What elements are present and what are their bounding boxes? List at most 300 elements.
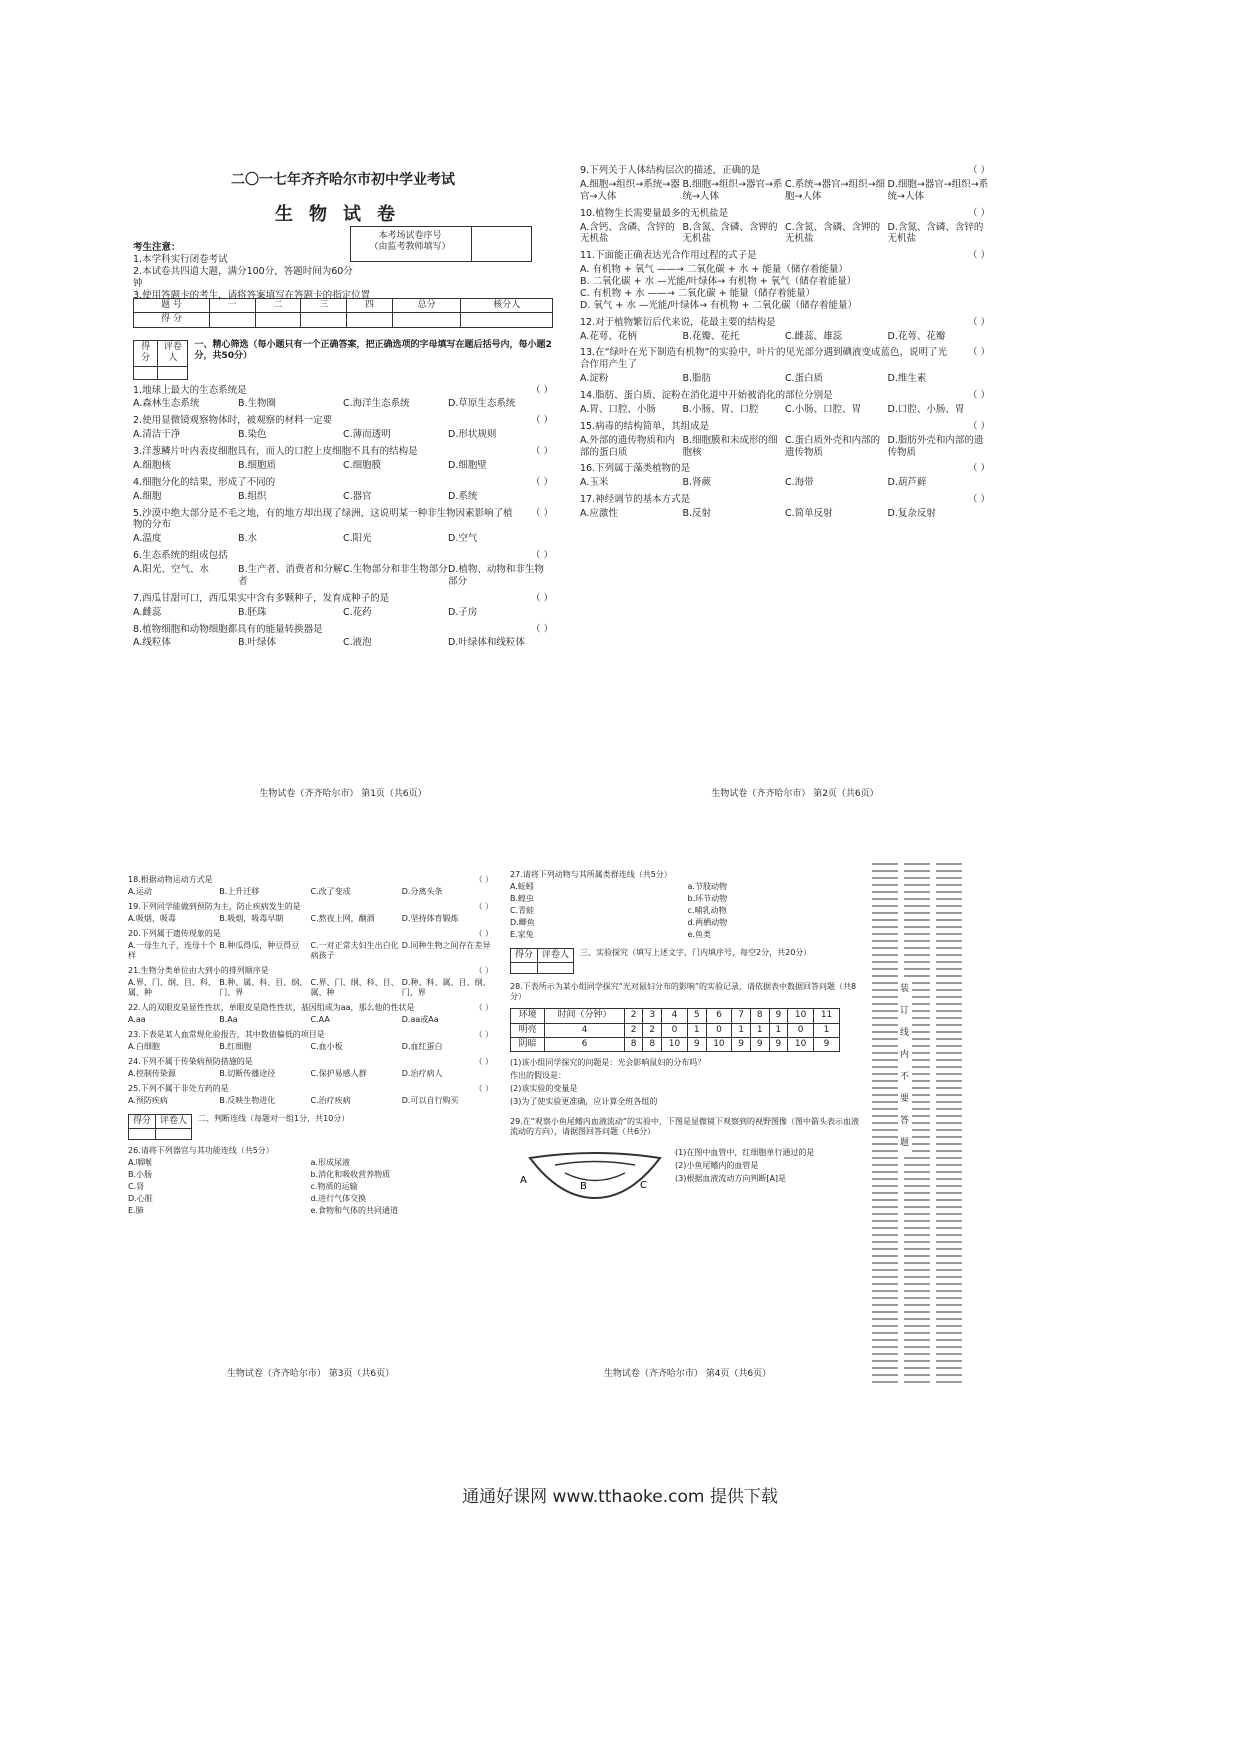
answer-option: A.阳光、空气、水 (133, 564, 209, 575)
sub-question: (1)该小组同学探究的问题是：光会影响鼠妇的分布吗？ (510, 1058, 706, 1067)
sub-question: (3)为了使实验更准确，应计算全班各组的 (510, 1097, 658, 1106)
section-3 (510, 948, 865, 974)
q26-stem: 26.请将下列器官与其功能连线（共5分） (128, 1146, 274, 1156)
table-cell: 4 (545, 1023, 625, 1037)
notice-item: 1.本学科实行闭卷考试 (133, 253, 228, 265)
table-cell: 10 (706, 1037, 732, 1051)
page-4-footer: 生物试卷（齐齐哈尔市） 第4页（共6页） (603, 1368, 772, 1379)
question (128, 1030, 493, 1052)
match-left-item: B.蝗虫 (510, 894, 535, 903)
answer-option: A.温度 (133, 533, 162, 545)
diagram-label-c: C (640, 1180, 647, 1191)
answer-option: D.口腔、小肠、胃 (887, 403, 965, 415)
question (128, 1084, 493, 1106)
score-cell (209, 313, 255, 327)
answer-option: A.胃、口腔、小肠 (580, 403, 656, 415)
answer-option: D.系统 (448, 490, 478, 502)
exam-title: 二〇一七年齐齐哈尔市初中学业考试 (231, 172, 455, 188)
question (133, 550, 553, 588)
table-header-cell: 5 (687, 1009, 706, 1023)
table-header-cell: 7 (732, 1009, 751, 1023)
answer-option: D.治疗病人 (401, 1069, 443, 1078)
answer-option: A.一母生九子，连母十个样 (128, 941, 216, 960)
answer-option: C.小肠、口腔、胃 (785, 403, 862, 415)
score-label: 得 分 (134, 313, 210, 327)
answer-option: B.花瓣、花托 (682, 330, 740, 342)
matching-row (128, 1194, 493, 1204)
grader-label: 评卷人 (156, 1115, 192, 1129)
match-right-item: b.消化和吸收营养物质 (310, 1170, 391, 1180)
question-stem: 16.下列属于藻类植物的是 (580, 463, 691, 475)
grader-label: 得分 (129, 1115, 156, 1129)
matching-row (510, 930, 865, 940)
table-header-cell: 2 (624, 1009, 643, 1023)
answer-bracket: （ ） (474, 966, 493, 975)
page-2-footer: 生物试卷（齐齐哈尔市） 第2页（共6页） (711, 788, 879, 799)
table-header-cell: 3 (643, 1009, 662, 1023)
grader-box (133, 340, 188, 380)
question (580, 463, 990, 489)
seat-number-label: 本考场试卷序号 （由监考教师填写） (369, 231, 451, 253)
question (133, 415, 553, 441)
answer-option: D.叶绿体和线粒体 (448, 637, 525, 649)
answer-option: D.花萼、花瓣 (887, 330, 946, 342)
answer-option: C.蛋白质 (785, 373, 824, 385)
match-left-item: C.青蛙 (510, 906, 535, 915)
question (580, 421, 990, 459)
answer-bracket: （ ） (967, 347, 990, 359)
binding-line-text: 装订线内不要答题 (900, 978, 912, 1154)
match-left-item: E.家兔 (510, 930, 534, 939)
answer-option: C.系统→器官→组织→细胞→人体 (785, 178, 886, 202)
question-stem: 21.生物分类单位由大到小的排列顺序是 (128, 966, 269, 975)
exam-page-4 (510, 870, 865, 1380)
answer-option: D.复杂反射 (887, 508, 936, 519)
answer-option: D.维生素 (887, 373, 927, 385)
answer-option: B.Aa (219, 1015, 238, 1024)
q28-stem: 28.下表所示为某小组同学探究“光对鼠妇分布的影响”的实验记录，请依据表中数据回答问题（共8分） (510, 982, 857, 1002)
table-cell: 0 (662, 1023, 688, 1037)
answer-option: B.脂肪 (682, 373, 712, 385)
question-stem: 4.细胞分化的结果，形成了不同的 (133, 476, 276, 488)
score-cell (301, 313, 347, 327)
answer-option: A.细胞核 (133, 459, 171, 471)
answer-bracket: （ ） (474, 902, 493, 911)
exam-page-1 (133, 160, 553, 800)
answer-option: C.蛋白质外壳和内部的遗传物质 (785, 434, 881, 458)
match-left-item: A.蚯蚓 (510, 882, 534, 891)
answer-option: C.治疗疾病 (310, 1096, 351, 1105)
page-3-footer: 生物试卷（齐齐哈尔市） 第3页（共6页） (226, 1368, 395, 1379)
answer-option: B.叶绿体 (238, 637, 277, 649)
question (580, 390, 990, 416)
table-header-cell: 8 (750, 1009, 769, 1023)
answer-option: A.细胞→组织→系统→器官→人体 (580, 178, 680, 202)
answer-option: C.含氮、含磷、含钾的无机盐 (785, 221, 881, 245)
question-stem: 9.下列关于人体结构层次的描述，正确的是 (580, 165, 761, 176)
table-header-cell: 10 (788, 1009, 814, 1023)
answer-option: D.aa或Aa (401, 1015, 439, 1024)
sub-question: (1)在图中血管中，红细胞单行通过的是 (675, 1148, 815, 1157)
table-cell: 2 (624, 1023, 643, 1037)
notice-block (133, 242, 371, 301)
match-right-item: b.环节动物 (687, 894, 728, 903)
match-left-item: D.心脏 (128, 1194, 153, 1204)
answer-option: C.液泡 (343, 637, 372, 649)
question (128, 1003, 493, 1025)
score-head: 四 (347, 299, 393, 313)
question-stem: 11.下面能正确表达光合作用过程的式子是 (580, 250, 757, 262)
score-head: 题 号 (134, 299, 210, 313)
question-stem: 6.生态系统的组成包括 (133, 550, 228, 562)
page-1-footer: 生物试卷（齐齐哈尔市） 第1页（共6页） (259, 788, 427, 799)
exam-page-3 (128, 870, 493, 1380)
seat-number-box (350, 226, 532, 262)
answer-option: C. 有机物 + 水 ——→ 二氧化碳 + 能量（储存着能量） (580, 287, 816, 299)
answer-option: A.白细胞 (128, 1042, 160, 1051)
answer-option: A.花萼、花柄 (580, 330, 637, 342)
answer-option: A. 有机物 + 氧气 ——→ 二氧化碳 + 水 + 能量（储存着能量） (580, 264, 848, 276)
notice-title: 考生注意： (133, 242, 181, 253)
answer-option: A.细胞 (133, 490, 162, 502)
match-right-item: e.食物和气体的共同通道 (310, 1206, 398, 1216)
table-cell: 1 (732, 1023, 751, 1037)
grader-label: 得分 (511, 949, 538, 963)
answer-bracket: （ ） (967, 207, 990, 219)
answer-option: D.细胞→器官→组织→系统→人体 (887, 178, 989, 202)
answer-bracket: （ ） (474, 929, 493, 938)
score-cell (461, 313, 553, 327)
table-cell: 1 (814, 1023, 840, 1037)
grader-cell (158, 366, 188, 379)
question (128, 929, 493, 961)
table-header-cell: 环境 (511, 1009, 545, 1023)
answer-bracket: （ ） (474, 875, 493, 884)
matching-row (510, 918, 865, 928)
question-stem: 5.沙漠中绝大部分是不毛之地，有的地方却出现了绿洲，这说明某一种非生物因素影响了植物的分布 (133, 507, 513, 531)
table-header-cell: 4 (662, 1009, 688, 1023)
table-cell: 明亮 (511, 1023, 545, 1037)
match-left-item: B.小肠 (128, 1170, 153, 1180)
answer-option: A.应激性 (580, 508, 618, 519)
answer-bracket: （ ） (530, 415, 553, 427)
answer-option: B.细胞膜和未成形的细胞核 (682, 434, 778, 458)
question (133, 624, 553, 650)
answer-option: B. 二氧化碳 + 水 —光能/叶绿体→ 有机物 + 氧气（储存着能量） (580, 276, 857, 287)
answer-option: D.植物、动物和非生物部分 (448, 564, 544, 587)
grader-box (128, 1114, 192, 1140)
answer-option: D.血红蛋白 (401, 1042, 443, 1051)
table-cell: 2 (643, 1023, 662, 1037)
answer-option: D.脂肪外壳和内部的遗传物质 (887, 434, 984, 458)
answer-bracket: （ ） (967, 250, 990, 262)
answer-bracket: （ ） (530, 446, 553, 457)
answer-option: C.海洋生态系统 (343, 398, 410, 410)
question (580, 494, 990, 520)
answer-option: B.肾蕨 (682, 477, 712, 489)
match-left-item: D.鲫鱼 (510, 918, 535, 927)
question (133, 477, 553, 503)
answer-bracket: （ ） (967, 165, 990, 176)
question-stem: 10.植物生长需要量最多的无机盐是 (580, 207, 729, 219)
grader-cell (538, 963, 574, 974)
table-cell: 9 (814, 1037, 840, 1051)
grader-cell (129, 1129, 156, 1140)
table-cell: 1 (687, 1023, 706, 1037)
answer-option: B.种、属、科、目、纲、门、界 (219, 978, 308, 997)
question-stem: 3.洋葱鳞片叶内表皮细胞具有，而人的口腔上皮细胞不具有的结构是 (133, 446, 418, 457)
sub-question: (2)小鱼尾鳍内的血管是 (675, 1161, 759, 1170)
question (580, 250, 990, 311)
answer-option: D.分离头条 (401, 887, 443, 896)
score-cell (347, 313, 393, 327)
table-header-cell: 11 (814, 1009, 840, 1023)
answer-bracket: （ ） (530, 592, 553, 604)
match-right-item: d.两栖动物 (687, 918, 728, 927)
question-stem: 1.地球上最大的生态系统是 (133, 384, 247, 396)
answer-option: C.改了变成 (310, 887, 351, 896)
answer-option: B.组织 (238, 490, 267, 502)
score-cell (392, 313, 461, 327)
answer-option: B.反映生物进化 (219, 1096, 276, 1105)
match-left-item: A.咽喉 (128, 1158, 152, 1168)
question (128, 1057, 493, 1079)
question (580, 208, 990, 246)
answer-option: A.含钙、含磷、含锌的无机盐 (580, 221, 675, 245)
answer-option: C.雌蕊、雄蕊 (785, 330, 843, 342)
grader-cell (156, 1129, 192, 1140)
answer-option: B.含氮、含磷、含钾的无机盐 (682, 221, 778, 245)
answer-option: B.反射 (682, 508, 712, 519)
score-head: 二 (255, 299, 301, 313)
question-stem: 20.下列属于遗传现象的是 (128, 929, 221, 938)
matching-row (510, 894, 865, 904)
answer-option: C.花药 (343, 606, 372, 618)
sub-question: (2)该实验的变量是 (510, 1084, 578, 1093)
question-stem: 18.根据动物运动方式是 (128, 875, 213, 884)
answer-bracket: （ ） (474, 1057, 493, 1066)
answer-option: C.器官 (343, 490, 372, 502)
table-cell: 9 (732, 1037, 751, 1051)
section-1-heading: 一、精心筛选（每小题只有一个正确答案，把正确选项的字母填写在题后括号内，每小题2分，共50分） (194, 340, 552, 362)
answer-option: D.种、科、属、目、纲、门、界 (401, 978, 491, 997)
answer-option: D.含氮、含磷、含锌的无机盐 (887, 221, 984, 245)
sub-question: (3)根据血液流动方向判断[A]是 (675, 1174, 787, 1183)
match-right-item: e.鱼类 (687, 930, 711, 939)
question-stem: 17.神经调节的基本方式是 (580, 494, 691, 506)
question-stem: 12.对于植物繁衍后代来说，花最主要的结构是 (580, 316, 776, 328)
answer-option: B.水 (238, 533, 258, 545)
answer-option: C.简单反射 (785, 508, 833, 519)
answer-option: B.红细胞 (219, 1042, 252, 1051)
answer-option: A.预防疾病 (128, 1096, 168, 1105)
answer-bracket: （ ） (530, 384, 553, 396)
answer-bracket: （ ） (967, 463, 990, 475)
question-stem: 25.下列不属于非处方药的是 (128, 1084, 229, 1093)
table-cell: 10 (662, 1037, 688, 1051)
matching-row (510, 882, 865, 892)
notice-item: 3.使用答题卡的考生，请将答案填写在答题卡的指定位置 (133, 289, 371, 301)
answer-option: A.森林生态系统 (133, 398, 200, 410)
table-header-cell: 时间（分钟） (545, 1009, 625, 1023)
answer-bracket: （ ） (530, 476, 553, 488)
table-cell: 0 (706, 1023, 732, 1037)
mice-data-table (510, 1008, 840, 1052)
answer-option: A.aa (128, 1015, 146, 1024)
answer-option: C.薄而透明 (343, 429, 391, 441)
answer-option: D.子房 (448, 606, 478, 618)
grader-cell (134, 366, 158, 379)
answer-option: B.胚珠 (238, 606, 267, 618)
score-table (133, 298, 553, 328)
q27-stem: 27.请将下列动物与其所属类群连线（共5分） (510, 870, 672, 879)
exam-page-2 (580, 160, 1010, 800)
answer-option: D.形状规则 (448, 429, 497, 441)
hatch-column (936, 858, 962, 1388)
grader-box (510, 948, 574, 974)
grader-label: 评卷人 (158, 341, 188, 367)
match-right-item: a.形成尿液 (310, 1158, 350, 1168)
answer-bracket: （ ） (967, 390, 990, 401)
answer-option: C.熬夜上网，酗酒 (310, 914, 375, 923)
grader-cell (511, 963, 538, 974)
answer-option: A.运动 (128, 887, 152, 896)
answer-bracket: （ ） (967, 494, 990, 506)
match-right-item: a.节肢动物 (687, 882, 727, 891)
question-stem: 24.下列不属于传染病预防措施的是 (128, 1057, 253, 1066)
section-3-heading: 三、实验探究（填写上述文字，门内填序号，每空2分，共20分） (580, 948, 812, 957)
table-cell: 9 (750, 1037, 769, 1051)
table-cell: 8 (643, 1037, 662, 1051)
answer-option: D.细胞壁 (448, 459, 487, 471)
grader-label: 评卷人 (538, 949, 574, 963)
fish-tail-diagram (520, 1143, 670, 1203)
question (128, 966, 493, 998)
matching-row (510, 906, 865, 916)
sub-question: 作出的假设是： (510, 1071, 566, 1080)
answer-option: A.线粒体 (133, 637, 171, 649)
grader-label: 得分 (134, 341, 158, 367)
answer-option: B.细胞质 (238, 459, 277, 471)
question-stem: 7.西瓜甘甜可口，西瓜果实中含有多颗种子，发育成种子的是 (133, 592, 390, 604)
notice-item: 2.本试卷共四道大题，满分100分，答题时间为60分钟 (133, 265, 353, 289)
diagram-label-b: B (580, 1181, 587, 1192)
question (133, 446, 553, 472)
score-head: 三 (301, 299, 347, 313)
score-cell (255, 313, 301, 327)
answer-option: B.小肠、胃、口腔 (682, 403, 759, 415)
answer-option: C.阳光 (343, 533, 372, 545)
table-cell: 9 (769, 1037, 788, 1051)
answer-bracket: （ ） (530, 550, 553, 562)
question (133, 385, 553, 411)
q29-figure-area (510, 1143, 865, 1213)
question (133, 593, 553, 619)
matching-row (128, 1206, 493, 1216)
hatch-column (872, 858, 898, 1388)
table-header-cell: 6 (706, 1009, 732, 1023)
table-cell: 6 (545, 1037, 625, 1051)
question (133, 508, 553, 546)
matching-row (128, 1182, 493, 1192)
answer-option: A.玉米 (580, 477, 609, 489)
section-2-heading: 二、判断连线（每题对一组1分，共10分） (198, 1114, 350, 1123)
answer-option: B.生物圈 (238, 398, 277, 410)
answer-option: C.保护易感人群 (310, 1069, 367, 1078)
answer-option: B.上升迁移 (219, 887, 260, 896)
answer-option: B.切断传播途径 (219, 1069, 276, 1078)
answer-option: D.可以自行购买 (401, 1096, 459, 1105)
score-head: 总分 (392, 299, 461, 313)
answer-option: A.外部的遗传物质和内部的蛋白质 (580, 434, 675, 458)
answer-bracket: （ ） (530, 507, 553, 519)
answer-option: B.种瓜得瓜，种豆得豆 (219, 941, 300, 950)
answer-option: B.细胞→组织→器官→系统→人体 (682, 178, 783, 202)
matching-row (128, 1158, 493, 1168)
answer-bracket: （ ） (474, 1084, 493, 1093)
question-stem: 2.使用显微镜观察物体时，被观察的材料一定要 (133, 415, 333, 427)
question (128, 902, 493, 924)
answer-option: C.AA (310, 1015, 330, 1024)
answer-bracket: （ ） (967, 420, 990, 432)
answer-option: C.一对正常夫妇生出白化病孩子 (310, 941, 399, 960)
table-cell: 8 (624, 1037, 643, 1051)
question-stem: 13.在“绿叶在光下制造有机物”的实验中，叶片的见光部分遇到碘液变成蓝色，说明了光合作用产生了 (580, 347, 947, 371)
question-stem: 23.下表是某人血常规化验报告，其中数值偏低的项目是 (128, 1030, 325, 1039)
match-left-item: C.肾 (128, 1182, 145, 1192)
answer-option: A.控制传染源 (128, 1069, 176, 1078)
question (580, 317, 990, 343)
exam-subtitle: 生物试卷 (275, 203, 411, 225)
match-right-item: d.进行气体交换 (310, 1194, 367, 1204)
score-head: 一 (209, 299, 255, 313)
answer-option: C.生物部分和非生物部分 (343, 564, 448, 575)
question-stem: 22.人的双眼皮是显性性状，单眼皮是隐性性状，基因组成为aa，那么他的性状是 (128, 1003, 415, 1012)
answer-bracket: （ ） (530, 623, 553, 635)
table-cell: 10 (788, 1037, 814, 1051)
section-1 (133, 340, 553, 649)
match-left-item: E.肺 (128, 1206, 144, 1216)
answer-option: A.淀粉 (580, 373, 609, 385)
question-stem: 8.植物细胞和动物细胞都具有的能量转换器是 (133, 623, 323, 635)
answer-option: D.空气 (448, 533, 478, 545)
answer-option: B.染色 (238, 429, 267, 441)
answer-option: C.血小板 (310, 1042, 343, 1051)
table-cell: 1 (750, 1023, 769, 1037)
answer-option: C.细胞膜 (343, 459, 382, 471)
answer-bracket: （ ） (474, 1030, 493, 1039)
answer-option: D.草原生态系统 (448, 398, 516, 410)
table-cell: 0 (788, 1023, 814, 1037)
answer-bracket: （ ） (967, 316, 990, 328)
answer-option: D. 氧气 + 水 —光能/叶绿体→ 有机物 + 二氧化碳（储存着能量） (580, 299, 858, 311)
table-cell: 9 (687, 1037, 706, 1051)
binding-strip (872, 858, 984, 1388)
question (580, 347, 990, 385)
answer-option: D.坚持体育锻炼 (401, 914, 459, 923)
matching-row (128, 1170, 493, 1180)
section-2 (128, 1114, 493, 1140)
match-right-item: c.哺乳动物 (687, 906, 727, 915)
answer-option: C.海带 (785, 477, 814, 489)
match-right-item: c.物质的运输 (310, 1182, 358, 1192)
answer-option: B.生产者、消费者和分解者 (238, 564, 343, 587)
answer-option: A.界、门、纲、目、科、属、种 (128, 978, 216, 997)
question (580, 165, 990, 203)
answer-option: B.吸烟，吸毒早期 (219, 914, 284, 923)
answer-option: A.雌蕊 (133, 606, 162, 618)
question-stem: 19.下列同学能做到预防为主，防止疾病发生的是 (128, 902, 301, 911)
